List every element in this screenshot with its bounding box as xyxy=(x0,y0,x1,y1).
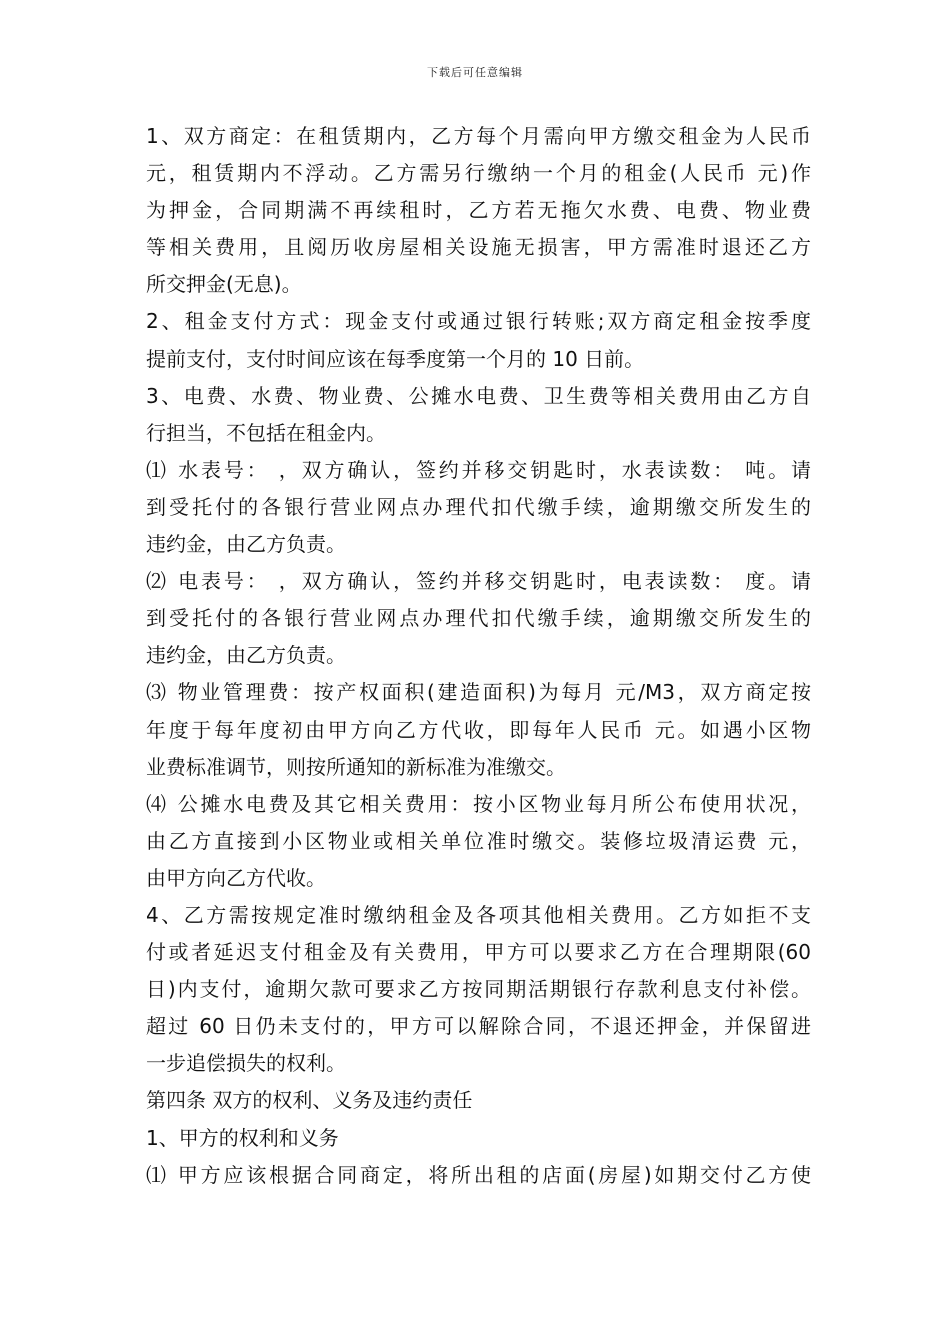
page-header: 下载后可任意编辑 xyxy=(427,66,523,79)
document-line: 由甲方向乙方代收。 xyxy=(146,865,326,890)
document-body xyxy=(146,118,811,1194)
document-line: 1、甲方的权利和义务 xyxy=(146,1125,339,1150)
document-line: 违约金，由乙方负责。 xyxy=(146,643,346,668)
document-line: ⑶ 物业管理费：按产权面积(建造面积)为每月 元/M3，双方商定按 xyxy=(146,680,811,705)
document-line: ⑷ 公摊水电费及其它相关费用：按小区物业每月所公布使用状况， xyxy=(146,791,811,816)
document-line: 2、租金支付方式：现金支付或通过银行转账;双方商定租金按季度 xyxy=(146,309,811,334)
document-line: 行担当，不包括在租金内。 xyxy=(146,420,386,445)
document-line: 由乙方直接到小区物业或相关单位准时缴交。装修垃圾清运费 元， xyxy=(146,828,811,853)
document-line: 年度于每年度初由甲方向乙方代收，即每年人民币 元。如遇小区物 xyxy=(146,717,811,742)
document-line: 到受托付的各银行营业网点办理代扣代缴手续，逾期缴交所发生的 xyxy=(146,494,811,519)
document-line: 违约金，由乙方负责。 xyxy=(146,532,346,557)
document-line: 所交押金(无息)。 xyxy=(146,272,302,297)
document-line: 4、乙方需按规定准时缴纳租金及各项其他相关费用。乙方如拒不支 xyxy=(146,902,811,927)
document-line: 一步追偿损失的权利。 xyxy=(146,1051,346,1076)
document-line: 为押金，合同期满不再续租时，乙方若无拖欠水费、电费、物业费 xyxy=(146,198,811,223)
document-line: 到受托付的各银行营业网点办理代扣代缴手续，逾期缴交所发生的 xyxy=(146,606,811,631)
document-line: 业费标准调节，则按所通知的新标准为准缴交。 xyxy=(146,754,566,779)
document-line: 第四条 双方的权利、义务及违约责任 xyxy=(146,1088,473,1113)
document-line: 3、电费、水费、物业费、公摊水电费、卫生费等相关费用由乙方自 xyxy=(146,383,811,408)
document-line: 等相关费用，且阅历收房屋相关设施无损害，甲方需准时退还乙方 xyxy=(146,235,811,260)
document-line: 超过 60 日仍未支付的，甲方可以解除合同，不退还押金，并保留进 xyxy=(146,1014,811,1039)
document-line: 1、双方商定：在租赁期内，乙方每个月需向甲方缴交租金为人民币 xyxy=(146,124,811,148)
document-line: ⑴ 甲方应该根据合同商定，将所出租的店面(房屋)如期交付乙方使 xyxy=(146,1162,811,1187)
document-line: ⑵ 电表号： ，双方确认，签约并移交钥匙时，电表读数： 度。请 xyxy=(146,569,811,594)
document-line: 日)内支付，逾期欠款可要求乙方按同期活期银行存款利息支付补偿。 xyxy=(146,977,811,1002)
document-line: 提前支付，支付时间应该在每季度第一个月的 10 日前。 xyxy=(146,346,645,371)
document-line: ⑴ 水表号： ，双方确认，签约并移交钥匙时，水表读数： 吨。请 xyxy=(146,457,811,482)
document-line: 元，租赁期内不浮动。乙方需另行缴纳一个月的租金(人民币 元)作 xyxy=(146,161,811,186)
document-line: 付或者延迟支付租金及有关费用，甲方可以要求乙方在合理期限(60 xyxy=(146,940,811,965)
